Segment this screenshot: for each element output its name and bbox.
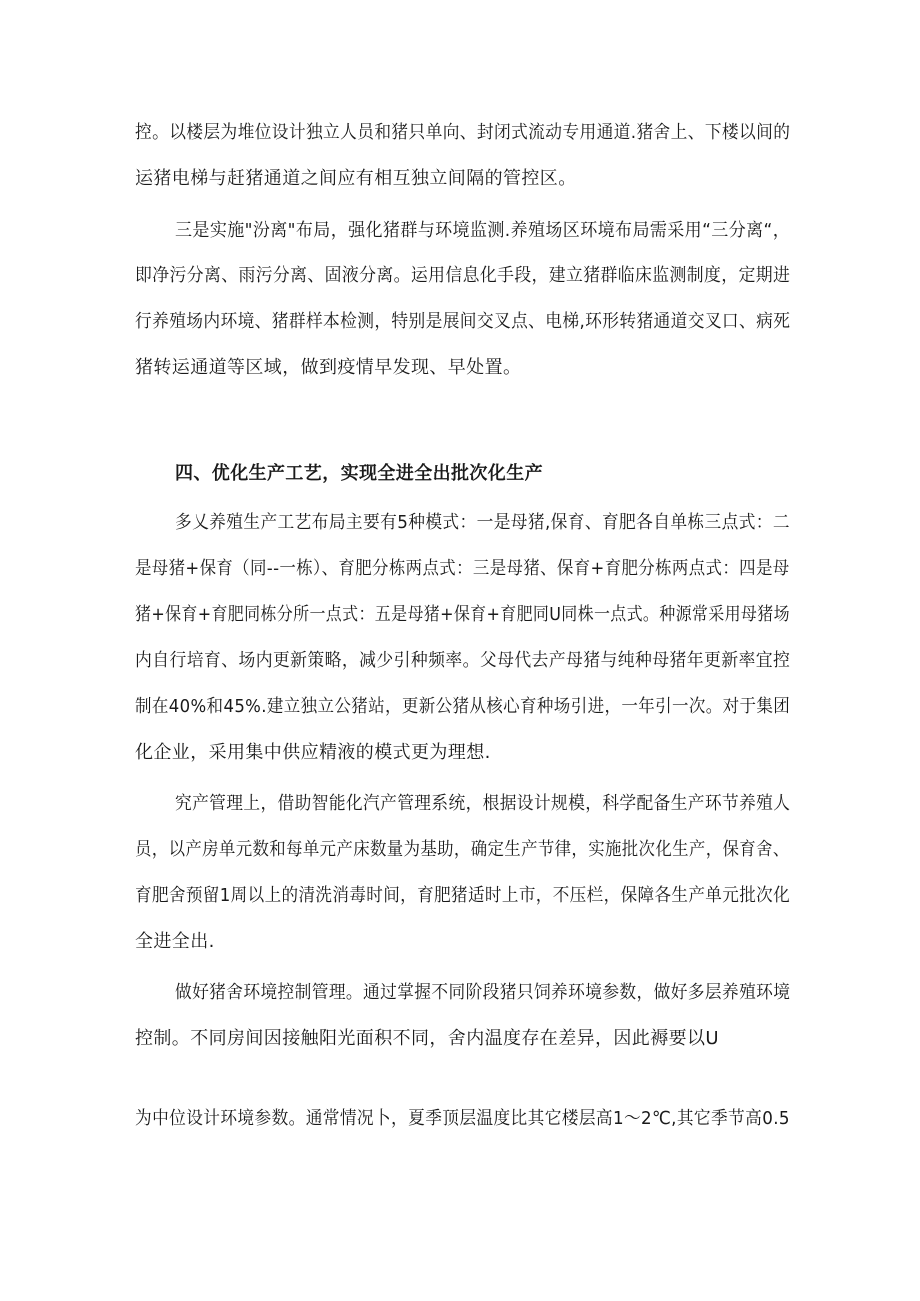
paragraph-line: 究产管理上，借助智能化汽产管理系统，根据设计规模，科学配备生产环节养殖人 <box>175 793 791 814</box>
paragraph-line: 做好猪舍环境控制管理。通过掌握不同阶段猪只饲养环境参数，做好多层养殖环境 <box>175 982 791 1003</box>
paragraph-line: 运猪电梯与赶猪通道之间应有相互独立间隔的管控区。 <box>135 168 577 189</box>
paragraph-line: 多乂养殖生产工艺布局主要有5种模式：一是母猪,保育、育肥各自单栋三点式：二 <box>175 512 790 533</box>
paragraph-line: 员，以产房单元数和每单元产床数量为基助，确定生产节律，实施批次化生产，保育舍、 <box>135 839 790 860</box>
paragraph-line: 三是实施"汾离"布局，强化猪群与环境监测.养殖场区环境布局需采用“三分离“， <box>175 220 791 241</box>
paragraph-line: 为中位设计环境参数。通常情况卜，夏季顶层温度比其它楼层高1～2℃,其它季节高0.5 <box>135 1108 790 1129</box>
paragraph-line: 控。以楼层为堆位设计独立人员和猪只单向、封闭式流动专用通道.猪舍上、下楼以间的 <box>135 122 791 143</box>
paragraph-line: 化企业，采用集中供应精液的模式更为理想. <box>135 742 491 763</box>
paragraph-line: 猪+保育+育肥同栋分所一点式：五是母猪+保育+育肥同U同株一点式。种源常采用母猪场 <box>135 604 790 625</box>
section-heading: 四、优化生产工艺，实现全进全出批次化生产 <box>175 463 543 484</box>
paragraph-line: 全进全出. <box>135 931 215 952</box>
paragraph-line: 内自行培育、场内更新策略，减少引种频率。父母代去产母猪与纯种母猪年更新率宜控 <box>135 650 791 671</box>
paragraph-line: 育肥舍预留1周以上的清洗消毒时间，育肥猪适时上市，不压栏，保障各生产单元批次化 <box>135 885 791 906</box>
paragraph-line: 行养殖场内环境、猪群样本检测，特别是展间交叉点、电梯,环形转猪通道交叉口、病死 <box>135 311 791 332</box>
paragraph-line: 控制。不同房间因接触阳光面积不同，舍内温度存在差异，因此褥要以U <box>135 1028 719 1049</box>
paragraph-line: 猪转运通道等区域，做到疫情早发现、早处置。 <box>135 357 522 378</box>
paragraph-line: 是母猪+保育（同--一栋）、育肥分栋两点式：三是母猪、保育+育肥分栋两点式：四是母 <box>135 558 790 579</box>
paragraph-line: 即净污分离、雨污分离、固液分离。运用信息化手段，建立猪群临床监测制度，定期进 <box>135 265 791 286</box>
paragraph-line: 制在40%和45%.建立独立公猪站，更新公猪从核心育种场引进，一年引一次。对于集团 <box>135 696 791 717</box>
